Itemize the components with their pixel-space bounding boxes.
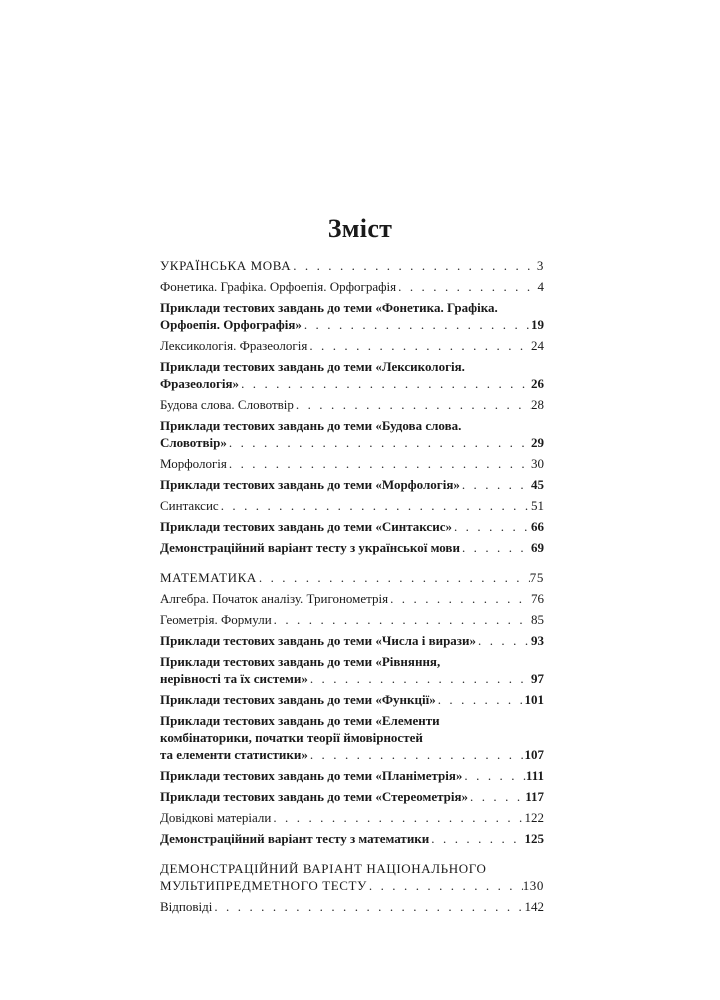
toc-page-number: 29 <box>531 435 544 450</box>
toc-page-number: 19 <box>531 317 544 332</box>
toc-page-number: 45 <box>531 477 544 492</box>
dot-leader <box>291 257 537 274</box>
toc-entry-title-line: ДЕМОНСТРАЦІЙНИЙ ВАРІАНТ НАЦІОНАЛЬНОГО <box>160 861 487 876</box>
toc-page-number: 75 <box>529 570 544 585</box>
toc-entry-title-line: нерівності та їх системи» <box>160 671 308 686</box>
toc-entry-title: Приклади тестових завдань до теми «Функції» <box>160 692 436 707</box>
toc-page-number: 107 <box>524 747 544 762</box>
toc-entry-title: Приклади тестових завдань до теми «Стереометрія» <box>160 789 469 804</box>
toc-entry-title: Синтаксис <box>160 498 219 513</box>
dot-leader <box>307 337 531 354</box>
toc-page-number: 28 <box>531 397 544 412</box>
toc-entry-last-line <box>160 877 544 894</box>
toc-page-number: 130 <box>522 878 544 893</box>
dot-leader <box>429 830 524 847</box>
toc-entry <box>160 653 544 687</box>
toc-entry-title: Демонстраційний варіант тесту з української мови <box>160 540 460 555</box>
toc-entry-title: Приклади тестових завдань до теми «Морфологія» <box>160 477 460 492</box>
toc-page-number: 4 <box>537 279 544 294</box>
toc-page-number: 101 <box>524 692 544 707</box>
toc-entry-last-line <box>160 670 544 687</box>
dot-leader <box>227 455 531 472</box>
toc-page-number: 111 <box>525 768 544 783</box>
toc-entry <box>160 830 544 847</box>
toc-page-number: 26 <box>531 376 544 391</box>
toc-section <box>160 860 544 894</box>
toc-entry-title-line: Приклади тестових завдань до теми «Рівняння, <box>160 654 441 669</box>
toc-page-number: 3 <box>536 258 544 273</box>
toc-entry-title-line: Приклади тестових завдань до теми «Фонетика. Графіка. <box>160 300 498 315</box>
dot-leader <box>227 434 531 451</box>
toc-section <box>160 257 544 274</box>
toc-entry-title-line: та елементи статистики» <box>160 747 308 762</box>
toc-section <box>160 569 544 586</box>
toc-page-number: 30 <box>531 456 544 471</box>
toc-page-number: 142 <box>524 899 544 914</box>
dot-leader <box>396 278 537 295</box>
toc-entry <box>160 712 544 763</box>
toc-entry <box>160 539 544 556</box>
toc-entry <box>160 497 544 514</box>
toc-entry <box>160 691 544 708</box>
toc-entry <box>160 590 544 607</box>
toc-entry <box>160 299 544 333</box>
toc-entry <box>160 417 544 451</box>
dot-leader <box>308 670 531 687</box>
toc-entry-title: Відповіді <box>160 899 213 914</box>
toc-entry-title: Довідкові матеріали <box>160 810 272 825</box>
toc-entry-title: МАТЕМАТИКА <box>160 570 257 585</box>
dot-leader <box>460 476 531 493</box>
toc-entry <box>160 809 544 826</box>
toc-entry-title-line: Приклади тестових завдань до теми «Лексикологія. <box>160 359 465 374</box>
dot-leader <box>308 746 525 763</box>
page-title: Зміст <box>327 214 393 243</box>
toc-page-number: 117 <box>525 789 544 804</box>
toc-entry-title-line: Приклади тестових завдань до теми «Будова слова. <box>160 418 462 433</box>
dot-leader <box>302 316 531 333</box>
dot-leader <box>436 691 525 708</box>
toc-entry <box>160 518 544 535</box>
toc-entry <box>160 337 544 354</box>
toc-entry <box>160 632 544 649</box>
toc-entry-title-line: Приклади тестових завдань до теми «Елементи <box>160 713 440 728</box>
toc-page-number: 66 <box>531 519 544 534</box>
toc-entry-title: Приклади тестових завдань до теми «Числа і вирази» <box>160 633 477 648</box>
dot-leader <box>468 788 525 805</box>
dot-leader <box>271 809 524 826</box>
dot-leader <box>272 611 531 628</box>
toc-entry <box>160 455 544 472</box>
toc-page-number: 69 <box>531 540 544 555</box>
dot-leader <box>294 396 531 413</box>
dot-leader <box>212 898 524 915</box>
toc-entry-title: Геометрія. Формули <box>160 612 272 627</box>
toc-entry-title: Демонстраційний варіант тесту з математики <box>160 831 430 846</box>
toc-page-number: 51 <box>531 498 544 513</box>
toc-entry-title: Морфологія <box>160 456 227 471</box>
toc-entry <box>160 788 544 805</box>
toc-page-number: 24 <box>531 338 544 353</box>
toc-entry-title: Лексикологія. Фразеологія <box>160 338 308 353</box>
toc-entry-last-line <box>160 316 544 333</box>
toc-entry-last-line <box>160 375 544 392</box>
toc-entry-title-line: Фразеологія» <box>160 376 240 391</box>
toc-entry-title: Приклади тестових завдань до теми «Синтаксис» <box>160 519 452 534</box>
dot-leader <box>462 767 526 784</box>
toc-page-number: 122 <box>524 810 544 825</box>
toc-entry-title-line: Словотвір» <box>160 435 227 450</box>
toc-entry-last-line <box>160 746 544 763</box>
toc-entry-title: Фонетика. Графіка. Орфоепія. Орфографія <box>160 279 397 294</box>
toc-page-number: 93 <box>531 633 544 648</box>
toc-entry <box>160 396 544 413</box>
toc-page-number: 125 <box>524 831 544 846</box>
dot-leader <box>388 590 531 607</box>
toc-entry-title: Приклади тестових завдань до теми «Планіметрія» <box>160 768 463 783</box>
toc-entry-last-line <box>160 434 544 451</box>
toc-entry-title: Будова слова. Словотвір <box>160 397 294 412</box>
dot-leader <box>257 569 530 586</box>
toc-page-number: 97 <box>531 671 544 686</box>
toc-entry-title: Алгебра. Початок аналізу. Тригонометрія <box>160 591 389 606</box>
dot-leader <box>239 375 531 392</box>
toc-entry <box>160 767 544 784</box>
toc-entry-title-line: комбінаторики, початки теорії ймовірностей <box>160 730 423 745</box>
dot-leader <box>476 632 531 649</box>
toc-entry <box>160 358 544 392</box>
toc-page-number: 85 <box>531 612 544 627</box>
toc-entry <box>160 898 544 915</box>
dot-leader <box>460 539 531 556</box>
dot-leader <box>219 497 531 514</box>
toc-entry <box>160 278 544 295</box>
toc-entry-title: УКРАЇНСЬКА МОВА <box>160 258 292 273</box>
toc-page-number: 76 <box>531 591 544 606</box>
toc-entry <box>160 611 544 628</box>
toc-entry-title-line: Орфоепія. Орфографія» <box>160 317 302 332</box>
toc-entry-title-line: МУЛЬТИПРЕДМЕТНОГО ТЕСТУ <box>160 878 367 893</box>
toc-entry <box>160 476 544 493</box>
dot-leader <box>452 518 531 535</box>
dot-leader <box>367 877 523 894</box>
table-of-contents <box>160 257 544 915</box>
